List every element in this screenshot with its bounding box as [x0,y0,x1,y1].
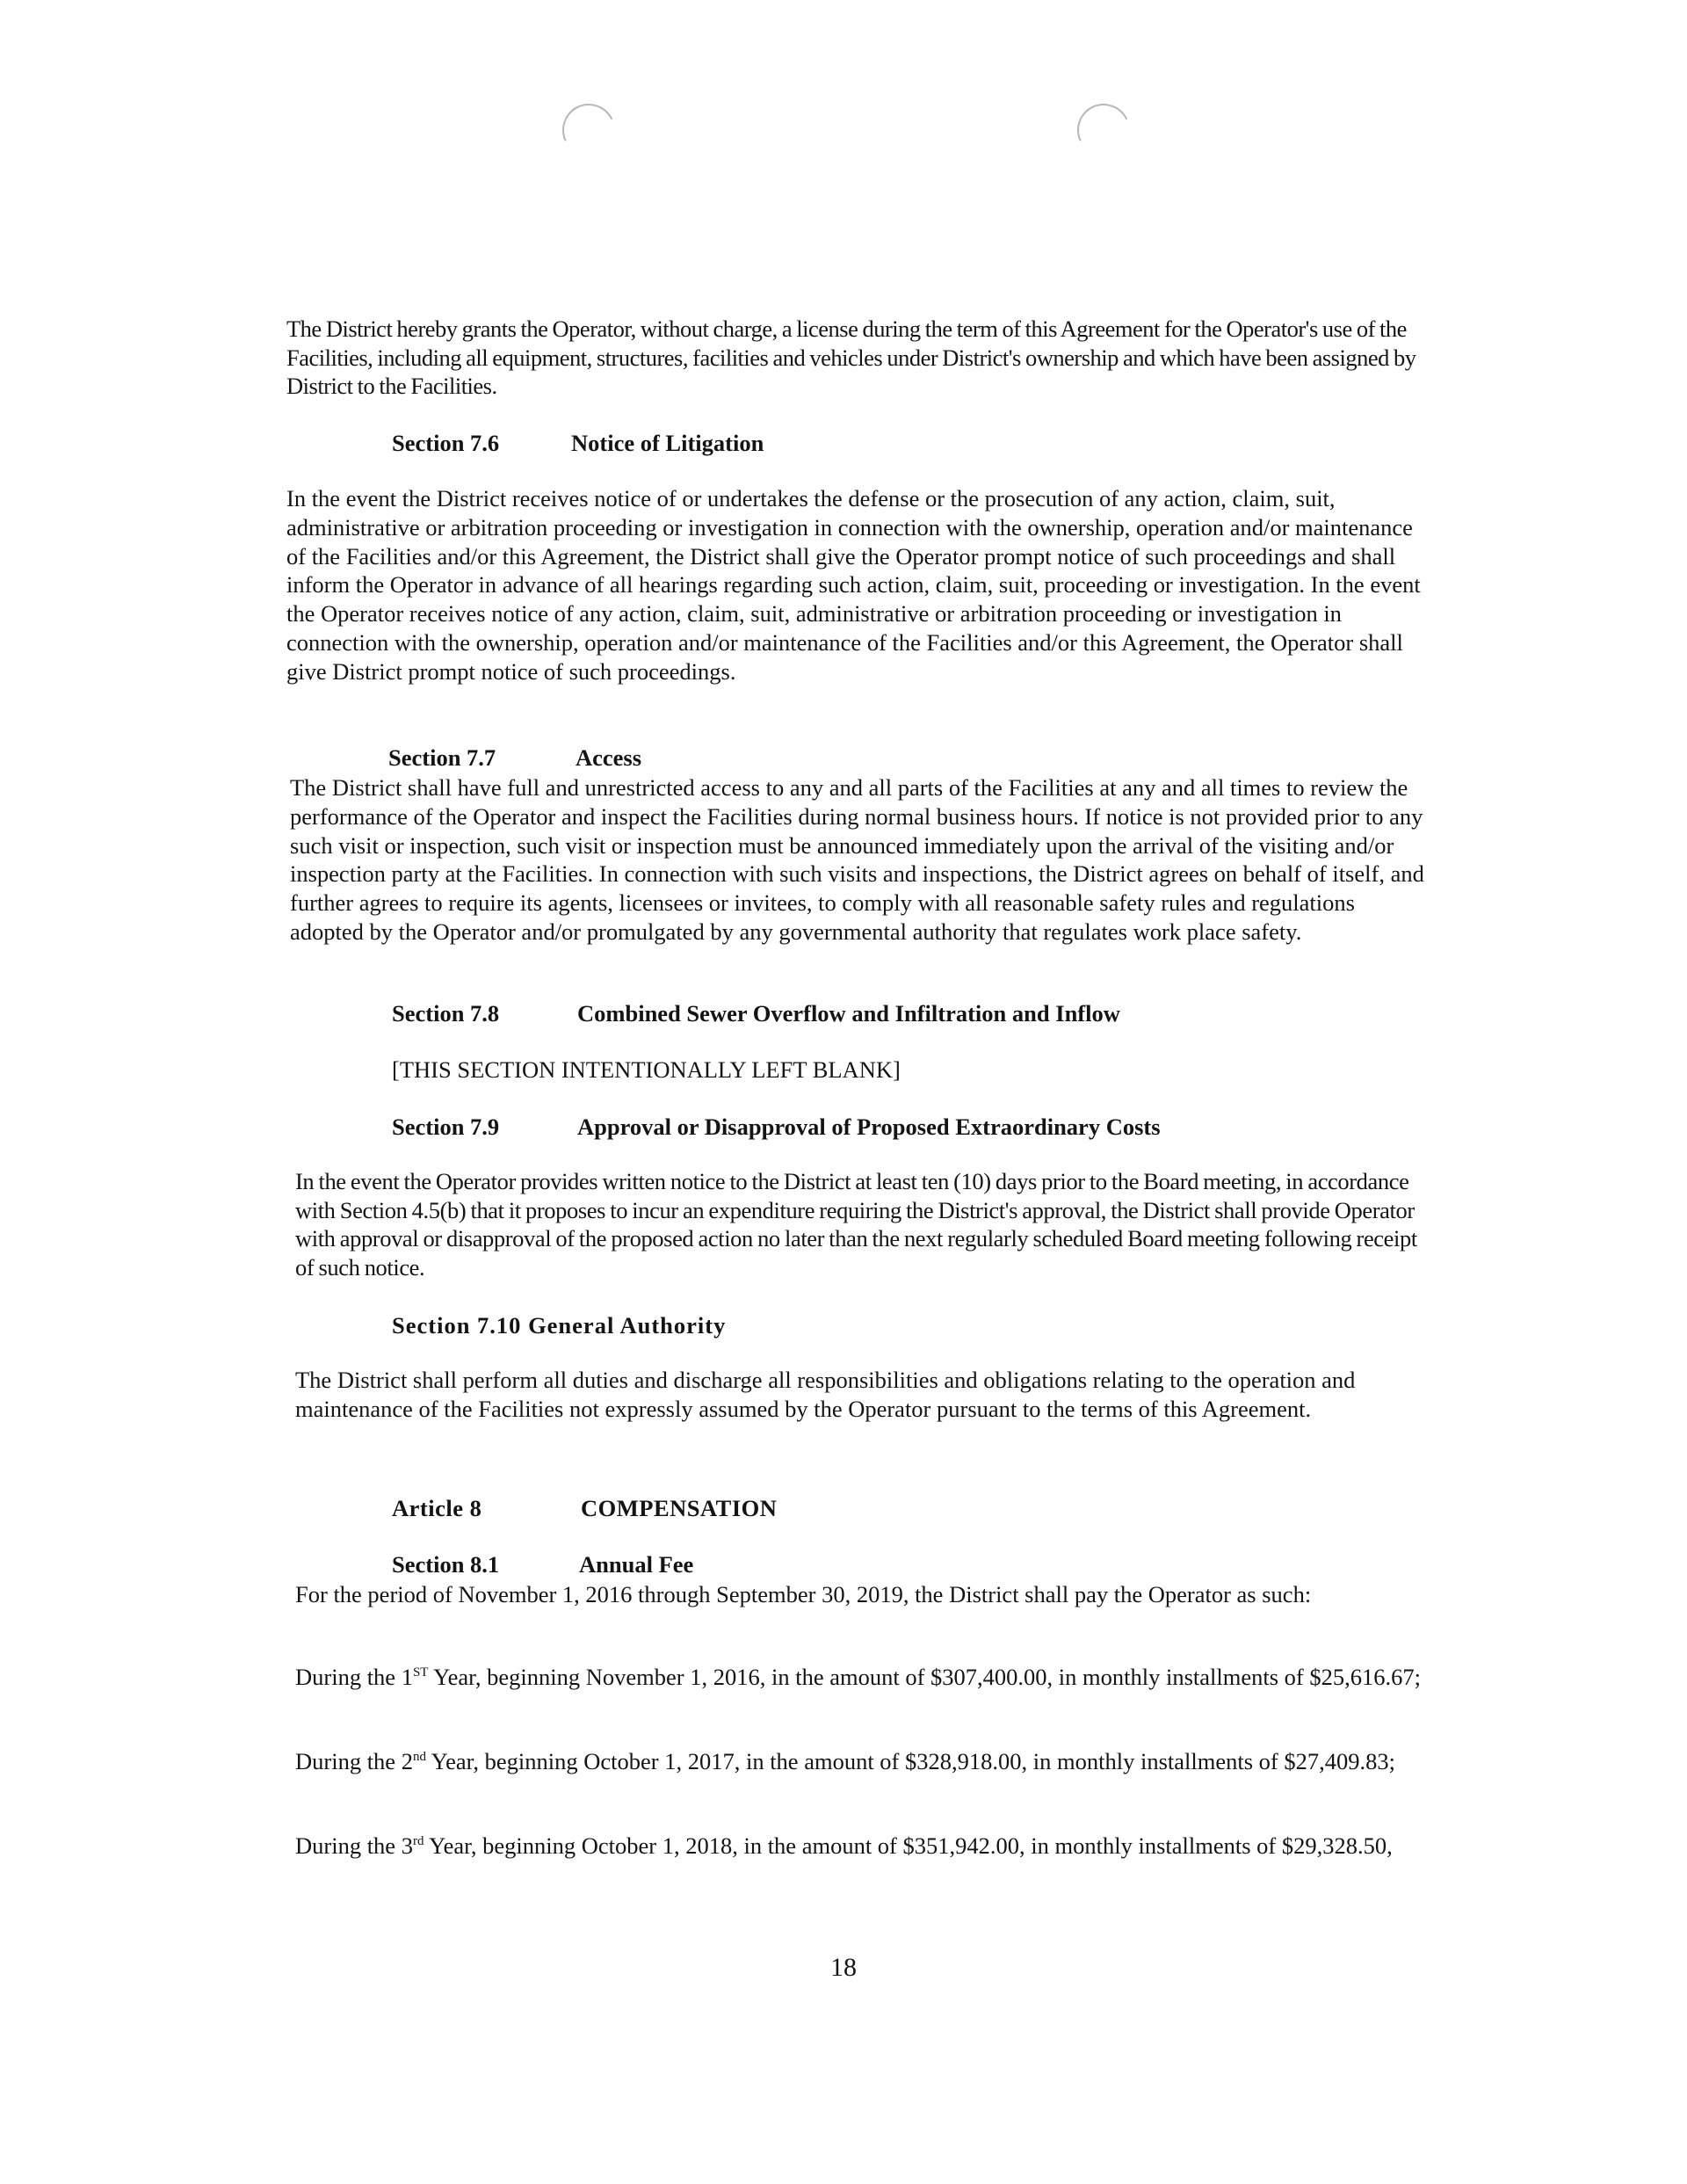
section-8-1-body: For the period of November 1, 2016 through September 30, 2019, the District shall pay the Operator as such: [295,1581,1312,1607]
section-title: Access [576,744,642,771]
section-7-10-body: The District shall perform all duties and discharge all responsibilities and obligations relating to the operation and maintenance of the Facilities not expressly assumed by the Operator pursuant to the terms of this Agreement. [295,1367,1356,1422]
installment-year-1: During the 1ST Year, beginning November 1, 2016, in the amount of $307,400.00, in monthly installments of $25,616.67; [295,1664,1421,1690]
ordinal-suffix: nd [412,1750,426,1765]
section-7-8-body: [THIS SECTION INTENTIONALLY LEFT BLANK] [392,1056,901,1083]
section-number: Section 7.10 [392,1312,522,1339]
section-number: Section 7.7 [388,744,496,771]
punch-hole-left [555,97,623,164]
section-title: General Authority [528,1312,727,1339]
section-number: Section 7.6 [392,430,500,456]
section-title: Approval or Disapproval of Proposed Extraordinary Costs [577,1114,1161,1140]
section-number: Section 7.8 [392,1000,500,1027]
installment-year-3: During the 3rd Year, beginning October 1, 2018, in the amount of $351,942.00, in monthly installments of $29,328.50, [295,1832,1393,1859]
section-title: Annual Fee [579,1551,694,1578]
ordinal-suffix: ST [412,1665,429,1680]
section-7-10-heading [392,1311,726,1339]
section-number: Section 8.1 [392,1551,500,1578]
page-number: 18 [830,1953,857,1982]
intro-paragraph: The District hereby grants the Operator, without charge, a license during the term of this Agreement for the Operator's use of the Facilities, including all equipment, structures, facilities and vehicles under District's ownership and which have been assigned by District to the Facilities. [286,316,1416,399]
ordinal-suffix: rd [412,1834,424,1849]
article-number: Article 8 [392,1495,482,1521]
section-7-7-body: The District shall have full and unrestricted access to any and all parts of the Facilities at any and all times to review the performance of the Operator and inspect the Facilities during normal business hours. If notice is not provided prior to any such visit or inspection, such visit or inspection must be announced immediately upon the arrival of the visiting and/or inspection party at the Facilities. In connection with such visits and inspections, the District agrees on behalf of itself, and further agrees to require its agents, licensees or invitees, to comply with all reasonable safety rules and regulations adopted by the Operator and/or promulgated by any governmental authority that regulates work place safety. [290,774,1424,945]
section-7-9-body: In the event the Operator provides written notice to the District at least ten (10) days prior to the Board meeting, in accordance with Section 4.5(b) that it proposes to incur an expenditure requiring the District's approval, the District shall provide Operator with approval or disapproval of the proposed action no later than the next regularly scheduled Board meeting following receipt of such notice. [295,1168,1417,1281]
article-title: COMPENSATION [581,1495,778,1521]
punch-hole-right [1070,97,1138,164]
section-title: Combined Sewer Overflow and Infiltration and Inflow [577,1000,1120,1027]
section-title: Notice of Litigation [571,430,764,456]
section-7-6-body: In the event the District receives notice of or undertakes the defense or the prosecution of any action, claim, suit, administrative or arbitration proceeding or investigation in connection with the ownership, operation and/or maintenance of the Facilities and/or this Agreement, the District shall give the Operator prompt notice of such proceedings and shall inform the Operator in advance of all hearings regarding such action, claim, suit, proceeding or investigation. In the event the Operator receives notice of any action, claim, suit, administrative or arbitration proceeding or investigation in connection with the ownership, operation and/or maintenance of the Facilities and/or this Agreement, the Operator shall give District prompt notice of such proceedings. [286,485,1421,685]
installment-year-2: During the 2nd Year, beginning October 1, 2017, in the amount of $328,918.00, in monthly installments of $27,409.83; [295,1748,1395,1774]
section-number: Section 7.9 [392,1114,500,1140]
